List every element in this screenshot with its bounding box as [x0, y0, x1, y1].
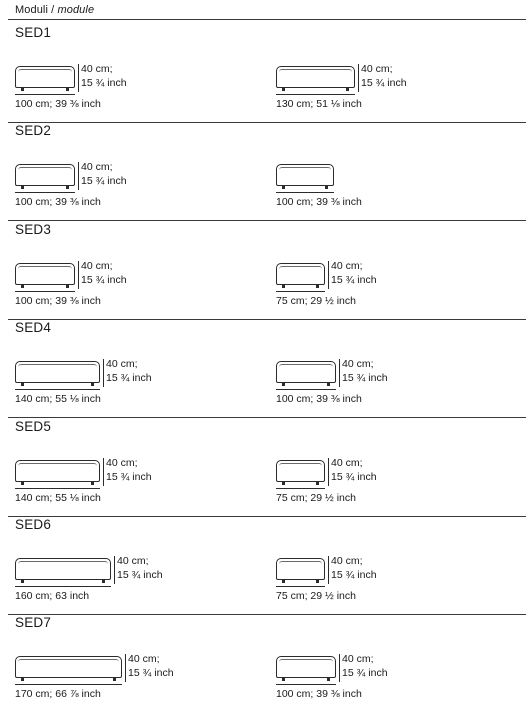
module-drawing [276, 66, 355, 88]
height-dimension-label [331, 554, 377, 582]
module-drawing [276, 460, 325, 482]
width-dimension-line [276, 94, 355, 95]
module-section [0, 319, 526, 417]
header-separator: / [48, 4, 58, 16]
height-cm: 40 cm; [106, 358, 138, 370]
width-dimension-line [276, 488, 325, 489]
width-dimension-label: 100 cm; 39 ⅜ inch [15, 98, 101, 110]
height-dimension-label [342, 357, 388, 385]
width-dimension-label: 170 cm; 66 ⅞ inch [15, 688, 101, 700]
height-cm: 40 cm; [331, 555, 363, 567]
header-subtitle: module [57, 4, 95, 16]
width-dimension-label: 130 cm; 51 ⅛ inch [276, 98, 362, 110]
width-dimension-line [276, 291, 325, 292]
header-title: Moduli [15, 4, 49, 16]
module-drawing [276, 558, 325, 580]
height-cm: 40 cm; [117, 555, 149, 567]
module-item-right [0, 122, 526, 220]
width-dimension-label: 100 cm; 39 ⅜ inch [276, 393, 362, 405]
module-code: SED2 [15, 123, 52, 138]
module-code: SED6 [15, 517, 52, 532]
height-cm: 40 cm; [106, 457, 138, 469]
module-section [0, 516, 526, 614]
width-dimension-label: 100 cm; 39 ⅜ inch [276, 688, 362, 700]
width-dimension-label: 100 cm; 39 ⅜ inch [276, 196, 362, 208]
module-code: SED3 [15, 222, 52, 237]
module-item-right [0, 221, 526, 319]
height-dimension-line [328, 556, 329, 584]
width-dimension-line [276, 192, 334, 193]
width-dimension-label: 75 cm; 29 ½ inch [276, 590, 356, 602]
module-item-right [0, 319, 526, 417]
height-inch: 15 ¾ inch [81, 77, 127, 89]
module-foot [316, 285, 319, 288]
module-foot [282, 285, 285, 288]
height-dimension-line [328, 261, 329, 289]
module-foot [316, 482, 319, 485]
module-drawing [276, 656, 336, 678]
height-inch: 15 ¾ inch [331, 471, 377, 483]
module-foot [325, 186, 328, 189]
height-cm: 40 cm; [342, 653, 374, 665]
width-dimension-label: 140 cm; 55 ⅛ inch [15, 393, 101, 405]
header-divider [8, 19, 526, 20]
module-section [0, 614, 526, 712]
width-dimension-line [276, 684, 336, 685]
module-code: SED7 [15, 615, 52, 630]
width-dimension-line [276, 586, 325, 587]
height-dimension-line [339, 359, 340, 387]
width-dimension-label: 140 cm; 55 ⅛ inch [15, 492, 101, 504]
height-dimension-label [342, 652, 388, 680]
module-code: SED4 [15, 320, 52, 335]
module-item-right [0, 24, 526, 122]
width-dimension-label: 75 cm; 29 ½ inch [276, 295, 356, 307]
height-inch: 15 ¾ inch [117, 569, 163, 581]
height-inch: 15 ¾ inch [81, 274, 127, 286]
module-item-right [0, 516, 526, 614]
module-section [0, 221, 526, 319]
height-dimension-label [361, 62, 407, 90]
module-foot [282, 482, 285, 485]
height-inch: 15 ¾ inch [342, 372, 388, 384]
height-inch: 15 ¾ inch [342, 667, 388, 679]
module-item-right [0, 418, 526, 516]
height-cm: 40 cm; [81, 63, 113, 75]
height-inch: 15 ¾ inch [331, 274, 377, 286]
width-dimension-label: 160 cm; 63 inch [15, 590, 90, 602]
height-inch: 15 ¾ inch [81, 175, 127, 187]
height-cm: 40 cm; [331, 457, 363, 469]
module-drawing [276, 263, 325, 285]
module-section [0, 122, 526, 220]
height-inch: 15 ¾ inch [361, 77, 407, 89]
module-code: SED5 [15, 419, 52, 434]
height-cm: 40 cm; [81, 260, 113, 272]
height-cm: 40 cm; [342, 358, 374, 370]
height-cm: 40 cm; [331, 260, 363, 272]
module-foot [327, 678, 330, 681]
height-inch: 15 ¾ inch [106, 471, 152, 483]
height-dimension-line [358, 64, 359, 92]
module-drawing [276, 361, 336, 383]
height-inch: 15 ¾ inch [106, 372, 152, 384]
width-dimension-label: 100 cm; 39 ⅜ inch [15, 295, 101, 307]
module-foot [327, 383, 330, 386]
module-drawing [276, 164, 334, 186]
height-dimension-line [328, 458, 329, 486]
width-dimension-label: 75 cm; 29 ½ inch [276, 492, 356, 504]
height-inch: 15 ¾ inch [331, 569, 377, 581]
module-foot [282, 580, 285, 583]
module-section [0, 24, 526, 122]
page-header [15, 4, 94, 16]
width-dimension-label: 100 cm; 39 ⅜ inch [15, 196, 101, 208]
module-foot [282, 678, 285, 681]
height-cm: 40 cm; [361, 63, 393, 75]
module-foot [346, 88, 349, 91]
height-inch: 15 ¾ inch [128, 667, 174, 679]
height-cm: 40 cm; [81, 161, 113, 173]
height-dimension-label [331, 259, 377, 287]
module-foot [282, 88, 285, 91]
width-dimension-line [276, 389, 336, 390]
height-cm: 40 cm; [128, 653, 160, 665]
module-foot [282, 186, 285, 189]
module-foot [282, 383, 285, 386]
height-dimension-line [339, 654, 340, 682]
module-code: SED1 [15, 25, 52, 40]
height-dimension-label [331, 456, 377, 484]
module-section [0, 418, 526, 516]
module-foot [316, 580, 319, 583]
module-item-right [0, 614, 526, 712]
